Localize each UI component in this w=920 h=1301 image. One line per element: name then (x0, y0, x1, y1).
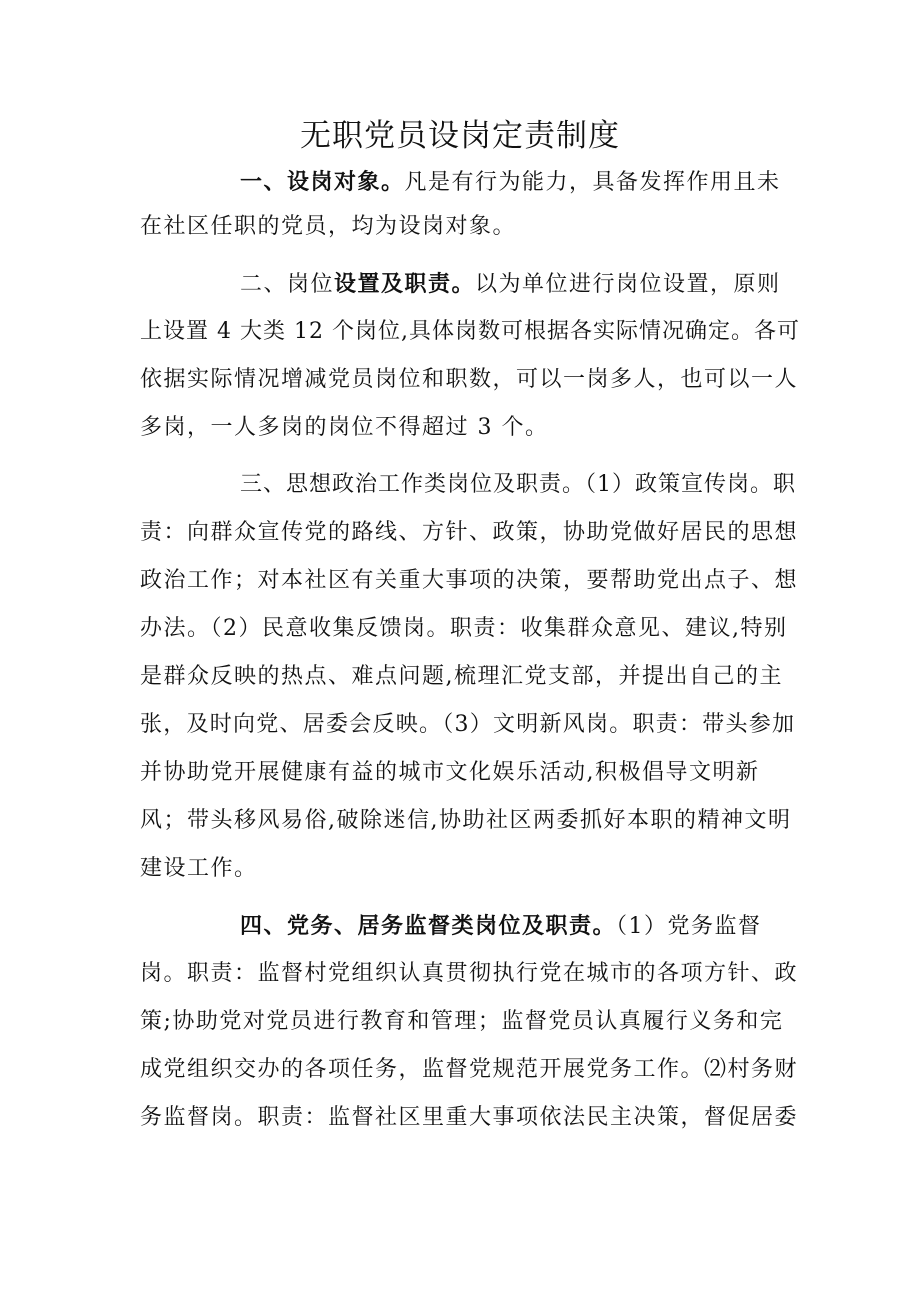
section2-heading-prefix: 二、岗位 (240, 272, 335, 297)
section2-line1 (240, 269, 781, 300)
document-title: 无职党员设岗定责制度 (300, 118, 620, 154)
section4-line1 (240, 911, 762, 942)
section4-line4: 成党组织交办的各项任务，监督党规范开展党务工作。⑵村务财 (140, 1057, 799, 1082)
section3-line5: 是群众反映的热点、难点问题,梳理汇党支部，并提出自己的主 (140, 664, 783, 689)
section3-line7: 并协助党开展健康有益的城市文化娱乐活动,积极倡导文明新 (140, 760, 760, 785)
section2-text1: 以为单位进行岗位设置，原则 (475, 272, 781, 297)
section4-heading: 四、党务、居务监督类岗位及职责。 (240, 913, 617, 939)
section3-line4: 办法。（2）民意收集反馈岗。职责：收集群众意见、建议,特别 (140, 616, 788, 641)
section4-line5: 务监督岗。职责：监督社区里重大事项依法民主决策，督促居委 (140, 1105, 799, 1130)
section4-line2: 岗。职责：监督村党组织认真贯彻执行党在城市的各项方针、政 (140, 961, 799, 986)
section1-line1 (240, 167, 781, 198)
section3-line6: 张，及时向党、居委会反映。（3）文明新风岗。职责：带头参加 (140, 712, 796, 737)
section4-line3: 策;协助党对党员进行教育和管理；监督党员认真履行义务和完 (140, 1009, 784, 1034)
section3-line3: 政治工作；对本社区有关重大事项的决策，要帮助党出点子、想 (140, 568, 799, 593)
section3-line1: 三、思想政治工作类岗位及职责。（1）政策宣传岗。职 (240, 472, 796, 497)
section2-heading: 设置及职责。 (334, 271, 476, 297)
section3-line2: 责：向群众宣传党的路线、方针、政策，协助党做好居民的思想 (140, 520, 799, 545)
section1-text1: 凡是有行为能力，具备发挥作用且未 (404, 170, 781, 195)
section4-text1: （1）党务监督 (616, 914, 762, 939)
section2-line2: 上设置 4 大类 12 个岗位,具体岗数可根据各实际情况确定。各可 (140, 319, 800, 344)
section1-heading: 一、设岗对象。 (240, 169, 405, 195)
section1-line2: 在社区任职的党员，均为设岗对象。 (140, 214, 517, 239)
section3-line8: 风；带头移风易俗,破除迷信,协助社区两委抓好本职的精神文明 (140, 808, 792, 833)
section3-line9: 建设工作。 (140, 856, 258, 881)
section2-line4: 多岗，一人多岗的岗位不得超过 3 个。 (140, 415, 549, 440)
section2-line3: 依据实际情况增减党员岗位和职数，可以一岗多人，也可以一人 (140, 367, 799, 392)
